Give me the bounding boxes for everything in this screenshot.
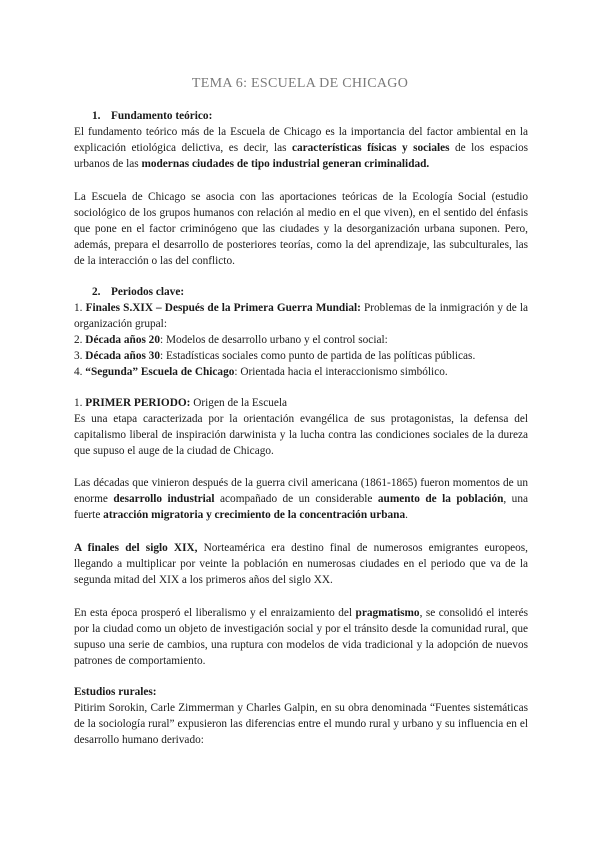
item-label: “Segunda” Escuela de Chicago xyxy=(85,366,235,378)
section-1-heading xyxy=(74,108,528,124)
period-1-paragraph-4 xyxy=(74,605,528,669)
item-label: Década años 20 xyxy=(85,334,160,346)
item-text: : Modelos de desarrollo urbano y el control social: xyxy=(159,334,388,346)
period-subtitle: Origen de la Escuela xyxy=(190,397,288,409)
item-number: 2. xyxy=(74,334,86,346)
item-number: 1. xyxy=(74,302,86,314)
list-item xyxy=(74,332,528,348)
text-run: El fundamento teórico más de la Escuela de Chicago es la importancia del factor ambiental en la explicación etiológica delictiva, es decir, las xyxy=(74,126,528,154)
emphasis-text: atracción migratoria y crecimiento de la concentración urbana xyxy=(103,509,406,521)
period-1-paragraph-2 xyxy=(74,475,528,523)
text-run: . xyxy=(405,509,408,521)
emphasis-text: desarrollo industrial xyxy=(113,493,215,505)
text-run: acompañado de un considerable xyxy=(214,493,378,505)
period-label: PRIMER PERIODO: xyxy=(85,397,191,409)
rural-studies-paragraph: Pitirim Sorokin, Carle Zimmerman y Charles Galpin, en su obra denominada “Fuentes sistemáticas de la sociología rural” expusieron las diferencias entre el mundo rural y urbano y su influencia en el desarrollo humano derivado: xyxy=(74,702,528,746)
period-number: 1. xyxy=(74,397,86,409)
text-run: En esta época prosperó el liberalismo y el enraizamiento del xyxy=(74,607,356,619)
section-1-number: 1. xyxy=(92,110,101,122)
text-run: Norteamérica era destino final de numerosos emigrantes europeos, llegando a multiplicar por veinte la población en numerosas ciudades en el periodo que va de la segunda mitad del XIX a los primeros años del siglo XX. xyxy=(74,542,528,586)
section-2-title: Periodos clave: xyxy=(111,286,185,298)
item-label: Finales S.XIX – Después de la Primera Guerra Mundial: xyxy=(85,302,361,314)
section-1-title: Fundamento teórico: xyxy=(111,110,213,122)
list-item xyxy=(74,364,528,380)
rural-studies-heading: Estudios rurales: xyxy=(74,686,157,698)
emphasis-text: A finales del siglo XIX, xyxy=(74,542,198,554)
item-label: Década años 30 xyxy=(85,350,160,362)
emphasis-text: características físicas y sociales xyxy=(291,142,450,154)
text-run: de los espacios urbanos de las xyxy=(74,142,528,170)
period-1-heading xyxy=(74,395,528,411)
emphasis-text: pragmatismo xyxy=(355,607,420,619)
item-number: 3. xyxy=(74,350,86,362)
document-title: TEMA 6: ESCUELA DE CHICAGO xyxy=(191,76,409,91)
section-1-paragraph-2: La Escuela de Chicago se asocia con las aportaciones teóricas de la Ecología Social (estudio sociológico de los grupos humanos con relación al medio en el que viven), en el sentido del énfasis que pone en el factor criminógeno que las ciudades y la desorganización urbana suponen. Pero, además, prepara el desarrollo de posteriores teorías, como la del aprendizaje, las subculturales, las de la interacción o las del conflicto. xyxy=(74,191,528,267)
item-text: : Estadísticas sociales como punto de partida de las políticas públicas. xyxy=(159,350,476,362)
text-run: , una fuerte xyxy=(74,493,528,521)
key-periods-list xyxy=(74,300,528,380)
item-text: Problemas de la inmigración y de la organización grupal: xyxy=(74,302,529,330)
emphasis-text: modernas ciudades de tipo industrial generan criminalidad. xyxy=(141,158,430,170)
text-run: , se consolidó el interés por la ciudad como un objeto de investigación social y por el tránsito desde la comunidad rural, que supuso una serie de cambios, una ruptura con modelos de vida tradicional y la adopción de nuevos patrones de comportamiento. xyxy=(74,607,528,667)
period-1-paragraph-3 xyxy=(74,540,528,588)
item-number: 4. xyxy=(74,366,86,378)
section-1-paragraph-1 xyxy=(74,124,528,172)
period-1-paragraph-1: Es una etapa caracterizada por la orientación evangélica de sus protagonistas, la defensa del capitalismo liberal de inspiración darwinista y la lucha contra las condiciones sociales de la dureza que supuso el auge de la ciudad de Chicago. xyxy=(74,413,528,457)
item-text: : Orientada hacia el interaccionismo simbólico. xyxy=(234,366,448,378)
section-2-heading xyxy=(74,284,528,300)
list-item xyxy=(74,348,528,364)
list-item xyxy=(74,300,528,332)
section-2-number: 2. xyxy=(92,286,101,298)
emphasis-text: aumento de la población xyxy=(377,493,504,505)
text-run: Las décadas que vinieron después de la guerra civil americana (1861-1865) fueron momentos de un enorme xyxy=(74,477,528,505)
